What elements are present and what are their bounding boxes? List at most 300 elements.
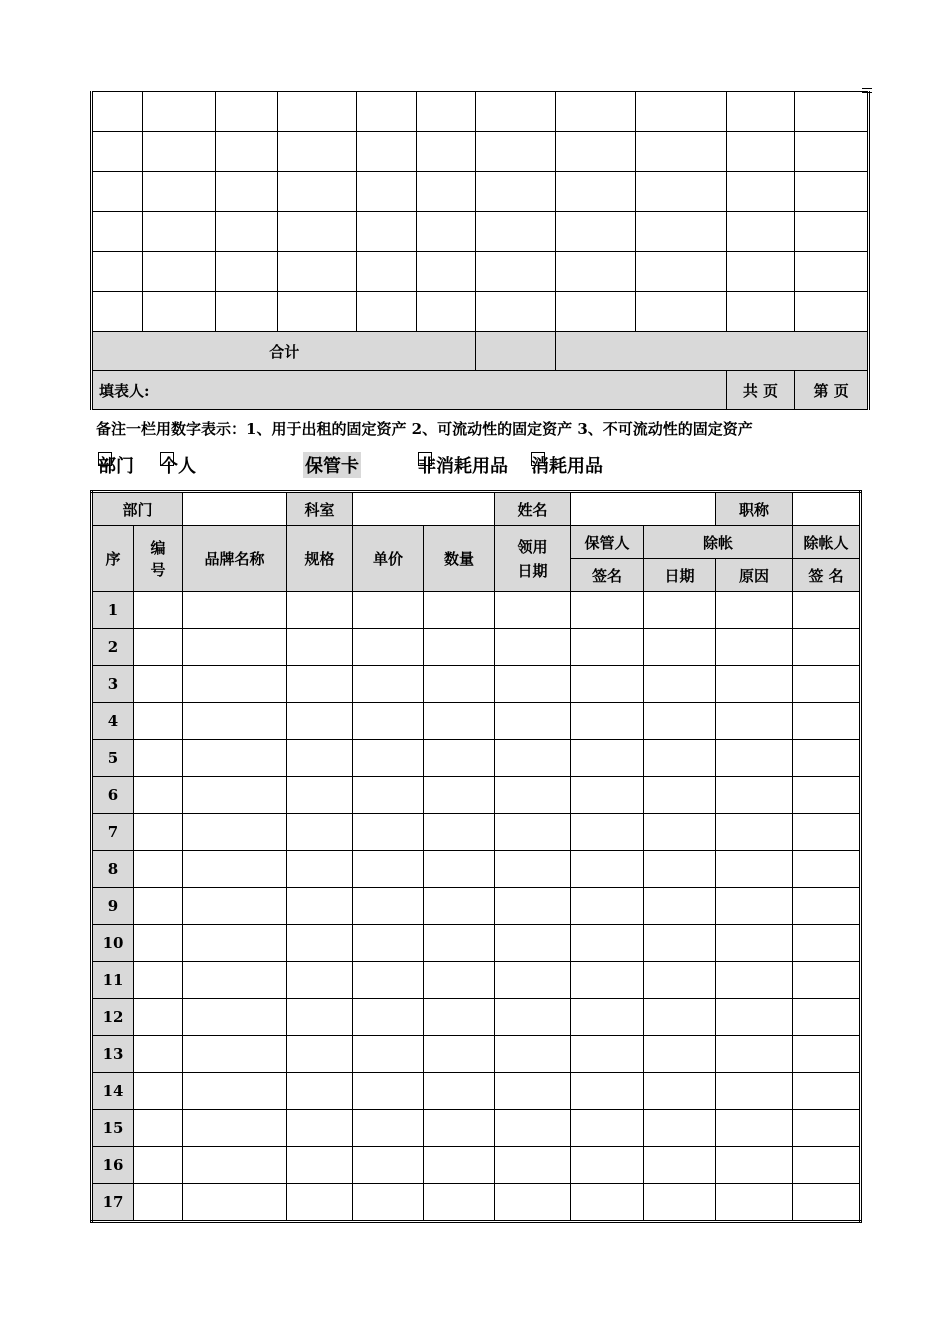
card-cell[interactable] — [287, 777, 353, 814]
ledger-cell[interactable] — [635, 212, 726, 252]
card-cell[interactable] — [644, 666, 716, 703]
card-cell[interactable] — [134, 851, 183, 888]
table-row — [92, 666, 861, 703]
card-cell[interactable] — [353, 851, 424, 888]
ledger-cell[interactable] — [357, 172, 417, 212]
card-cell[interactable] — [571, 592, 644, 629]
card-cell[interactable] — [793, 1147, 861, 1184]
nonconsumable-option-label: 非消耗用品 — [418, 456, 508, 477]
ledger-cell[interactable] — [556, 132, 636, 172]
card-cell[interactable] — [644, 888, 716, 925]
ledger-cell[interactable] — [476, 212, 556, 252]
card-cell[interactable] — [495, 703, 571, 740]
card-cell[interactable] — [134, 1073, 183, 1110]
card-cell[interactable] — [495, 1073, 571, 1110]
ledger-cell[interactable] — [277, 132, 357, 172]
card-cell[interactable] — [287, 1184, 353, 1222]
card-cell[interactable] — [287, 925, 353, 962]
card-cell[interactable] — [353, 740, 424, 777]
card-cell[interactable] — [287, 740, 353, 777]
card-cell[interactable] — [495, 1147, 571, 1184]
card-cell[interactable] — [495, 777, 571, 814]
card-cell[interactable] — [183, 777, 287, 814]
card-cell[interactable] — [287, 629, 353, 666]
card-cell[interactable] — [716, 851, 793, 888]
remark-note: 备注一栏用数字表示：1、用于出租的固定资产 2、可流动性的固定资产 3、不可流动性的固定资产 — [96, 420, 753, 438]
card-cell[interactable] — [287, 1036, 353, 1073]
card-cell[interactable] — [644, 1184, 716, 1222]
card-cell[interactable] — [134, 666, 183, 703]
card-cell[interactable] — [424, 1110, 495, 1147]
card-cell[interactable] — [183, 851, 287, 888]
card-cell[interactable] — [183, 1036, 287, 1073]
card-cell[interactable] — [571, 999, 644, 1036]
card-cell[interactable] — [571, 703, 644, 740]
ledger-cell[interactable] — [216, 172, 278, 212]
card-cell[interactable] — [716, 1036, 793, 1073]
card-cell[interactable] — [424, 1036, 495, 1073]
ledger-cell[interactable] — [277, 212, 357, 252]
ledger-cell[interactable] — [277, 292, 357, 332]
ledger-cell[interactable] — [635, 132, 726, 172]
ledger-cell[interactable] — [556, 252, 636, 292]
ledger-cell[interactable] — [476, 92, 556, 132]
ledger-cell[interactable] — [216, 92, 278, 132]
card-cell[interactable] — [424, 777, 495, 814]
card-cell[interactable] — [424, 888, 495, 925]
card-cell[interactable] — [716, 1073, 793, 1110]
ledger-cell[interactable] — [726, 132, 795, 172]
card-cell[interactable] — [183, 1147, 287, 1184]
card-cell[interactable] — [424, 1147, 495, 1184]
row-number: 1 — [92, 592, 134, 629]
header-write-off-signature: 签 名 — [793, 559, 861, 592]
card-cell[interactable] — [716, 925, 793, 962]
card-cell[interactable] — [716, 888, 793, 925]
table-row — [92, 1036, 861, 1073]
total-amount-cell[interactable] — [556, 332, 869, 371]
card-cell[interactable] — [183, 999, 287, 1036]
card-cell[interactable] — [424, 703, 495, 740]
table-row — [92, 777, 861, 814]
ledger-cell[interactable] — [143, 252, 216, 292]
ledger-cell[interactable] — [92, 292, 143, 332]
row-number: 8 — [92, 851, 134, 888]
ledger-cell[interactable] — [277, 92, 357, 132]
ledger-cell[interactable] — [795, 252, 869, 292]
card-cell[interactable] — [183, 925, 287, 962]
ledger-cell[interactable] — [416, 212, 476, 252]
ledger-cell[interactable] — [92, 132, 143, 172]
card-cell[interactable] — [495, 814, 571, 851]
card-cell[interactable] — [716, 1184, 793, 1222]
card-cell[interactable] — [353, 1036, 424, 1073]
card-cell[interactable] — [793, 777, 861, 814]
ledger-cell[interactable] — [556, 212, 636, 252]
card-cell[interactable] — [793, 888, 861, 925]
card-cell[interactable] — [183, 962, 287, 999]
card-cell[interactable] — [644, 629, 716, 666]
header-write-off: 除帐 — [644, 526, 793, 559]
total-pages-label: 共 页 — [726, 371, 795, 410]
card-cell[interactable] — [571, 925, 644, 962]
card-cell[interactable] — [134, 1184, 183, 1222]
ledger-cell[interactable] — [726, 252, 795, 292]
ledger-cell[interactable] — [635, 172, 726, 212]
ledger-cell[interactable] — [795, 212, 869, 252]
ledger-cell[interactable] — [357, 92, 417, 132]
ledger-cell[interactable] — [277, 252, 357, 292]
card-cell[interactable] — [644, 740, 716, 777]
card-cell[interactable] — [793, 851, 861, 888]
card-cell[interactable] — [793, 703, 861, 740]
page-number-label: 第 页 — [795, 371, 869, 410]
card-cell[interactable] — [571, 1110, 644, 1147]
card-cell[interactable] — [183, 1184, 287, 1222]
ledger-cell[interactable] — [476, 172, 556, 212]
table-row — [92, 1073, 861, 1110]
card-cell[interactable] — [134, 592, 183, 629]
department-label: 部门 — [92, 492, 183, 526]
filler-label: 填表人: — [92, 371, 727, 410]
ledger-cell[interactable] — [92, 92, 143, 132]
ledger-cell[interactable] — [476, 132, 556, 172]
card-cell[interactable] — [495, 1110, 571, 1147]
card-cell[interactable] — [495, 629, 571, 666]
card-cell[interactable] — [134, 1110, 183, 1147]
ledger-cell[interactable] — [143, 212, 216, 252]
card-cell[interactable] — [183, 1110, 287, 1147]
card-cell[interactable] — [716, 740, 793, 777]
card-cell[interactable] — [716, 629, 793, 666]
card-cell[interactable] — [644, 962, 716, 999]
header-reason: 原因 — [716, 559, 793, 592]
ledger-cell[interactable] — [357, 292, 417, 332]
card-cell[interactable] — [134, 1147, 183, 1184]
card-cell[interactable] — [287, 666, 353, 703]
row-number: 14 — [92, 1073, 134, 1110]
card-cell[interactable] — [716, 592, 793, 629]
card-cell[interactable] — [793, 1036, 861, 1073]
row-number: 17 — [92, 1184, 134, 1222]
ledger-cell[interactable] — [726, 212, 795, 252]
card-cell[interactable] — [183, 1073, 287, 1110]
card-cell[interactable] — [495, 666, 571, 703]
department-option-label: 部门 — [98, 456, 134, 477]
card-cell[interactable] — [134, 999, 183, 1036]
ledger-cell[interactable] — [635, 292, 726, 332]
table-row — [92, 925, 861, 962]
table-row — [92, 629, 861, 666]
card-cell[interactable] — [134, 740, 183, 777]
card-cell[interactable] — [716, 777, 793, 814]
table-row — [92, 1184, 861, 1222]
card-cell[interactable] — [183, 592, 287, 629]
table-row — [92, 851, 861, 888]
ledger-cell[interactable] — [143, 132, 216, 172]
ledger-cell[interactable] — [795, 292, 869, 332]
card-cell[interactable] — [424, 592, 495, 629]
header-spec: 规格 — [287, 526, 353, 592]
card-cell[interactable] — [571, 629, 644, 666]
card-cell[interactable] — [495, 925, 571, 962]
card-cell[interactable] — [793, 814, 861, 851]
card-cell[interactable] — [424, 1073, 495, 1110]
row-number: 10 — [92, 925, 134, 962]
card-cell[interactable] — [793, 666, 861, 703]
card-cell[interactable] — [353, 1184, 424, 1222]
card-cell[interactable] — [793, 999, 861, 1036]
card-cell[interactable] — [495, 851, 571, 888]
ledger-cell[interactable] — [476, 252, 556, 292]
row-number: 9 — [92, 888, 134, 925]
card-cell[interactable] — [287, 851, 353, 888]
ledger-cell[interactable] — [143, 92, 216, 132]
card-cell[interactable] — [287, 703, 353, 740]
card-cell[interactable] — [353, 666, 424, 703]
card-cell[interactable] — [571, 851, 644, 888]
table-row — [92, 999, 861, 1036]
card-cell[interactable] — [287, 999, 353, 1036]
card-cell[interactable] — [571, 1184, 644, 1222]
card-cell[interactable] — [353, 1147, 424, 1184]
card-cell[interactable] — [793, 629, 861, 666]
ledger-cell[interactable] — [726, 92, 795, 132]
card-cell[interactable] — [793, 1110, 861, 1147]
section-value[interactable] — [353, 492, 495, 526]
ledger-cell[interactable] — [795, 172, 869, 212]
card-cell[interactable] — [287, 888, 353, 925]
card-cell[interactable] — [353, 888, 424, 925]
card-cell[interactable] — [716, 962, 793, 999]
card-cell[interactable] — [287, 1147, 353, 1184]
card-cell[interactable] — [134, 703, 183, 740]
ledger-cell[interactable] — [416, 92, 476, 132]
ledger-cell[interactable] — [726, 292, 795, 332]
card-cell[interactable] — [644, 1036, 716, 1073]
card-cell[interactable] — [134, 925, 183, 962]
card-cell[interactable] — [644, 1073, 716, 1110]
card-cell[interactable] — [183, 703, 287, 740]
row-number: 6 — [92, 777, 134, 814]
card-cell[interactable] — [353, 777, 424, 814]
card-cell[interactable] — [716, 999, 793, 1036]
card-cell[interactable] — [793, 925, 861, 962]
card-cell[interactable] — [716, 666, 793, 703]
card-cell[interactable] — [353, 703, 424, 740]
card-cell[interactable] — [183, 888, 287, 925]
card-cell[interactable] — [495, 1184, 571, 1222]
card-cell[interactable] — [495, 740, 571, 777]
card-body — [92, 592, 861, 1222]
card-cell[interactable] — [793, 1073, 861, 1110]
table-row — [92, 92, 869, 132]
card-cell[interactable] — [353, 629, 424, 666]
table-row — [92, 592, 861, 629]
table-row — [92, 172, 869, 212]
ledger-cell[interactable] — [556, 172, 636, 212]
card-cell[interactable] — [353, 592, 424, 629]
card-cell[interactable] — [716, 703, 793, 740]
ledger-cell[interactable] — [92, 212, 143, 252]
ledger-cell[interactable] — [216, 252, 278, 292]
header-brand-name: 品牌名称 — [183, 526, 287, 592]
header-quantity: 数量 — [424, 526, 495, 592]
card-cell[interactable] — [287, 962, 353, 999]
footer-row — [92, 371, 869, 410]
card-cell[interactable] — [183, 629, 287, 666]
card-cell[interactable] — [716, 1110, 793, 1147]
card-cell[interactable] — [287, 592, 353, 629]
card-cell[interactable] — [183, 814, 287, 851]
ledger-cell[interactable] — [795, 92, 869, 132]
card-cell[interactable] — [424, 925, 495, 962]
ledger-cell[interactable] — [143, 172, 216, 212]
card-cell[interactable] — [287, 1073, 353, 1110]
card-cell[interactable] — [644, 814, 716, 851]
header-write-off-person: 除帐人 — [793, 526, 861, 559]
card-cell[interactable] — [134, 1036, 183, 1073]
ledger-cell[interactable] — [416, 172, 476, 212]
card-cell[interactable] — [644, 925, 716, 962]
ledger-cell[interactable] — [216, 292, 278, 332]
card-cell[interactable] — [287, 1110, 353, 1147]
table-row — [92, 814, 861, 851]
card-cell[interactable] — [353, 962, 424, 999]
row-number: 2 — [92, 629, 134, 666]
card-cell[interactable] — [424, 962, 495, 999]
table-row — [92, 1110, 861, 1147]
card-cell[interactable] — [183, 740, 287, 777]
table-row — [92, 962, 861, 999]
header-custodian: 保管人 — [571, 526, 644, 559]
total-quantity-cell[interactable] — [476, 332, 556, 371]
card-cell[interactable] — [424, 814, 495, 851]
card-cell[interactable] — [353, 1073, 424, 1110]
card-cell[interactable] — [134, 777, 183, 814]
card-cell[interactable] — [716, 814, 793, 851]
ledger-cell[interactable] — [416, 252, 476, 292]
card-cell[interactable] — [134, 962, 183, 999]
card-cell[interactable] — [644, 777, 716, 814]
header-seq: 序 — [92, 526, 134, 592]
ledger-cell[interactable] — [143, 292, 216, 332]
total-row — [92, 332, 869, 371]
card-cell[interactable] — [571, 888, 644, 925]
row-number: 7 — [92, 814, 134, 851]
ledger-cell[interactable] — [416, 292, 476, 332]
card-cell[interactable] — [644, 703, 716, 740]
card-cell[interactable] — [353, 1110, 424, 1147]
ledger-cell[interactable] — [795, 132, 869, 172]
card-cell[interactable] — [495, 999, 571, 1036]
ledger-cell[interactable] — [216, 132, 278, 172]
card-cell[interactable] — [424, 851, 495, 888]
ledger-cell[interactable] — [556, 292, 636, 332]
card-cell[interactable] — [353, 999, 424, 1036]
ledger-cell[interactable] — [726, 172, 795, 212]
card-cell[interactable] — [183, 666, 287, 703]
card-cell[interactable] — [644, 851, 716, 888]
card-cell[interactable] — [287, 814, 353, 851]
card-cell[interactable] — [571, 1073, 644, 1110]
card-cell[interactable] — [571, 1036, 644, 1073]
card-cell[interactable] — [644, 1110, 716, 1147]
card-cell[interactable] — [644, 999, 716, 1036]
table-row — [92, 292, 869, 332]
card-cell[interactable] — [424, 1184, 495, 1222]
position-value[interactable] — [793, 492, 861, 526]
header-signature: 签名 — [571, 559, 644, 592]
card-cell[interactable] — [495, 592, 571, 629]
card-cell[interactable] — [571, 777, 644, 814]
card-cell[interactable] — [793, 592, 861, 629]
card-title: 保管卡 — [303, 452, 361, 478]
name-value[interactable] — [571, 492, 716, 526]
card-cell[interactable] — [644, 1147, 716, 1184]
card-cell[interactable] — [424, 666, 495, 703]
card-cell[interactable] — [495, 1036, 571, 1073]
ledger-cell[interactable] — [416, 132, 476, 172]
card-cell[interactable] — [571, 962, 644, 999]
table-row — [92, 252, 869, 292]
consumable-option-label: 消耗用品 — [531, 456, 603, 477]
card-cell[interactable] — [424, 999, 495, 1036]
card-info-row — [92, 492, 861, 526]
card-cell[interactable] — [571, 814, 644, 851]
card-cell[interactable] — [353, 814, 424, 851]
ledger-cell[interactable] — [357, 252, 417, 292]
card-cell[interactable] — [793, 1184, 861, 1222]
card-cell[interactable] — [353, 925, 424, 962]
card-title-row — [98, 452, 858, 480]
ledger-cell[interactable] — [357, 132, 417, 172]
row-number: 3 — [92, 666, 134, 703]
ledger-cell[interactable] — [556, 92, 636, 132]
card-cell[interactable] — [495, 962, 571, 999]
card-cell[interactable] — [716, 1147, 793, 1184]
ledger-cell[interactable] — [216, 212, 278, 252]
card-cell[interactable] — [495, 888, 571, 925]
ledger-cell[interactable] — [357, 212, 417, 252]
card-cell[interactable] — [424, 629, 495, 666]
card-cell[interactable] — [134, 629, 183, 666]
ledger-cell[interactable] — [92, 252, 143, 292]
ledger-cell[interactable] — [92, 172, 143, 212]
card-cell[interactable] — [134, 814, 183, 851]
card-cell[interactable] — [793, 962, 861, 999]
card-cell[interactable] — [571, 1147, 644, 1184]
card-cell[interactable] — [793, 740, 861, 777]
card-cell[interactable] — [644, 592, 716, 629]
card-cell[interactable] — [134, 888, 183, 925]
table-row — [92, 888, 861, 925]
ledger-cell[interactable] — [476, 292, 556, 332]
asset-ledger-table — [90, 91, 870, 410]
department-value[interactable] — [183, 492, 287, 526]
table-row — [92, 703, 861, 740]
card-cell[interactable] — [571, 740, 644, 777]
ledger-cell[interactable] — [635, 92, 726, 132]
ledger-cell[interactable] — [635, 252, 726, 292]
personal-option-label: 个人 — [160, 456, 196, 477]
total-label: 合计 — [92, 332, 476, 371]
custody-card-table — [90, 490, 862, 1223]
card-cell[interactable] — [571, 666, 644, 703]
card-cell[interactable] — [424, 740, 495, 777]
ledger-cell[interactable] — [277, 172, 357, 212]
row-number: 16 — [92, 1147, 134, 1184]
